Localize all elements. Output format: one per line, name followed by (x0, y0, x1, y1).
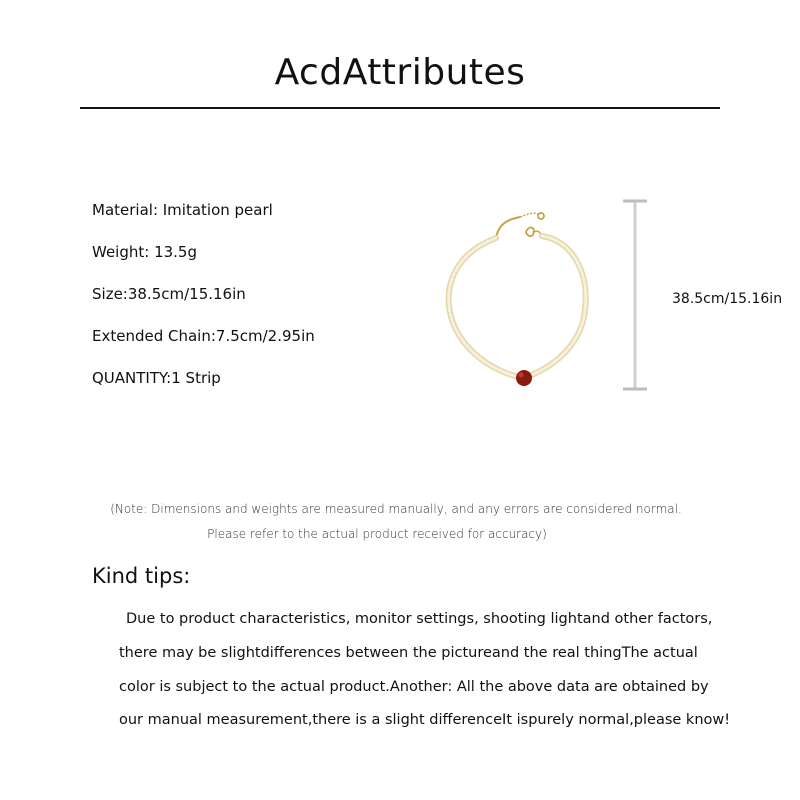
attribute-size: Size:38.5cm/15.16in (92, 285, 246, 303)
measurement-note-line-1: (Note: Dimensions and weights are measured manually, and any errors are considered normal. (110, 502, 682, 516)
attribute-list (92, 198, 315, 408)
attribute-material: Material: Imitation pearl (92, 201, 273, 219)
necklace-clasp (496, 213, 544, 238)
red-bead (516, 370, 532, 386)
attribute-weight: Weight: 13.5g (92, 243, 197, 261)
tips-line-1: Due to product characteristics, monitor settings, shooting lightand other factors, (126, 611, 713, 627)
page-title: AcdAttributes (274, 52, 526, 93)
measurement-note-line-2: Please refer to the actual product received for accuracy) (207, 527, 547, 541)
attribute-extended-chain: Extended Chain:7.5cm/2.95in (92, 327, 315, 345)
tips-line-3: color is subject to the actual product.Another: All the above data are obtained by (119, 679, 709, 695)
tips-line-4: our manual measurement,there is a slight differenceIt ispurely normal,please know! (119, 712, 731, 728)
necklace-illustration (420, 190, 680, 410)
pearl-strand (449, 236, 586, 378)
attribute-quantity: QUANTITY:1 Strip (92, 369, 221, 387)
title-divider (80, 107, 720, 109)
dimension-label: 38.5cm/15.16in (672, 291, 783, 307)
product-image (420, 190, 680, 410)
tips-heading: Kind tips: (92, 564, 191, 588)
tips-line-2: there may be slightdifferences between the pictureand the real thingThe actual (119, 645, 698, 661)
dimension-marker (623, 201, 647, 389)
